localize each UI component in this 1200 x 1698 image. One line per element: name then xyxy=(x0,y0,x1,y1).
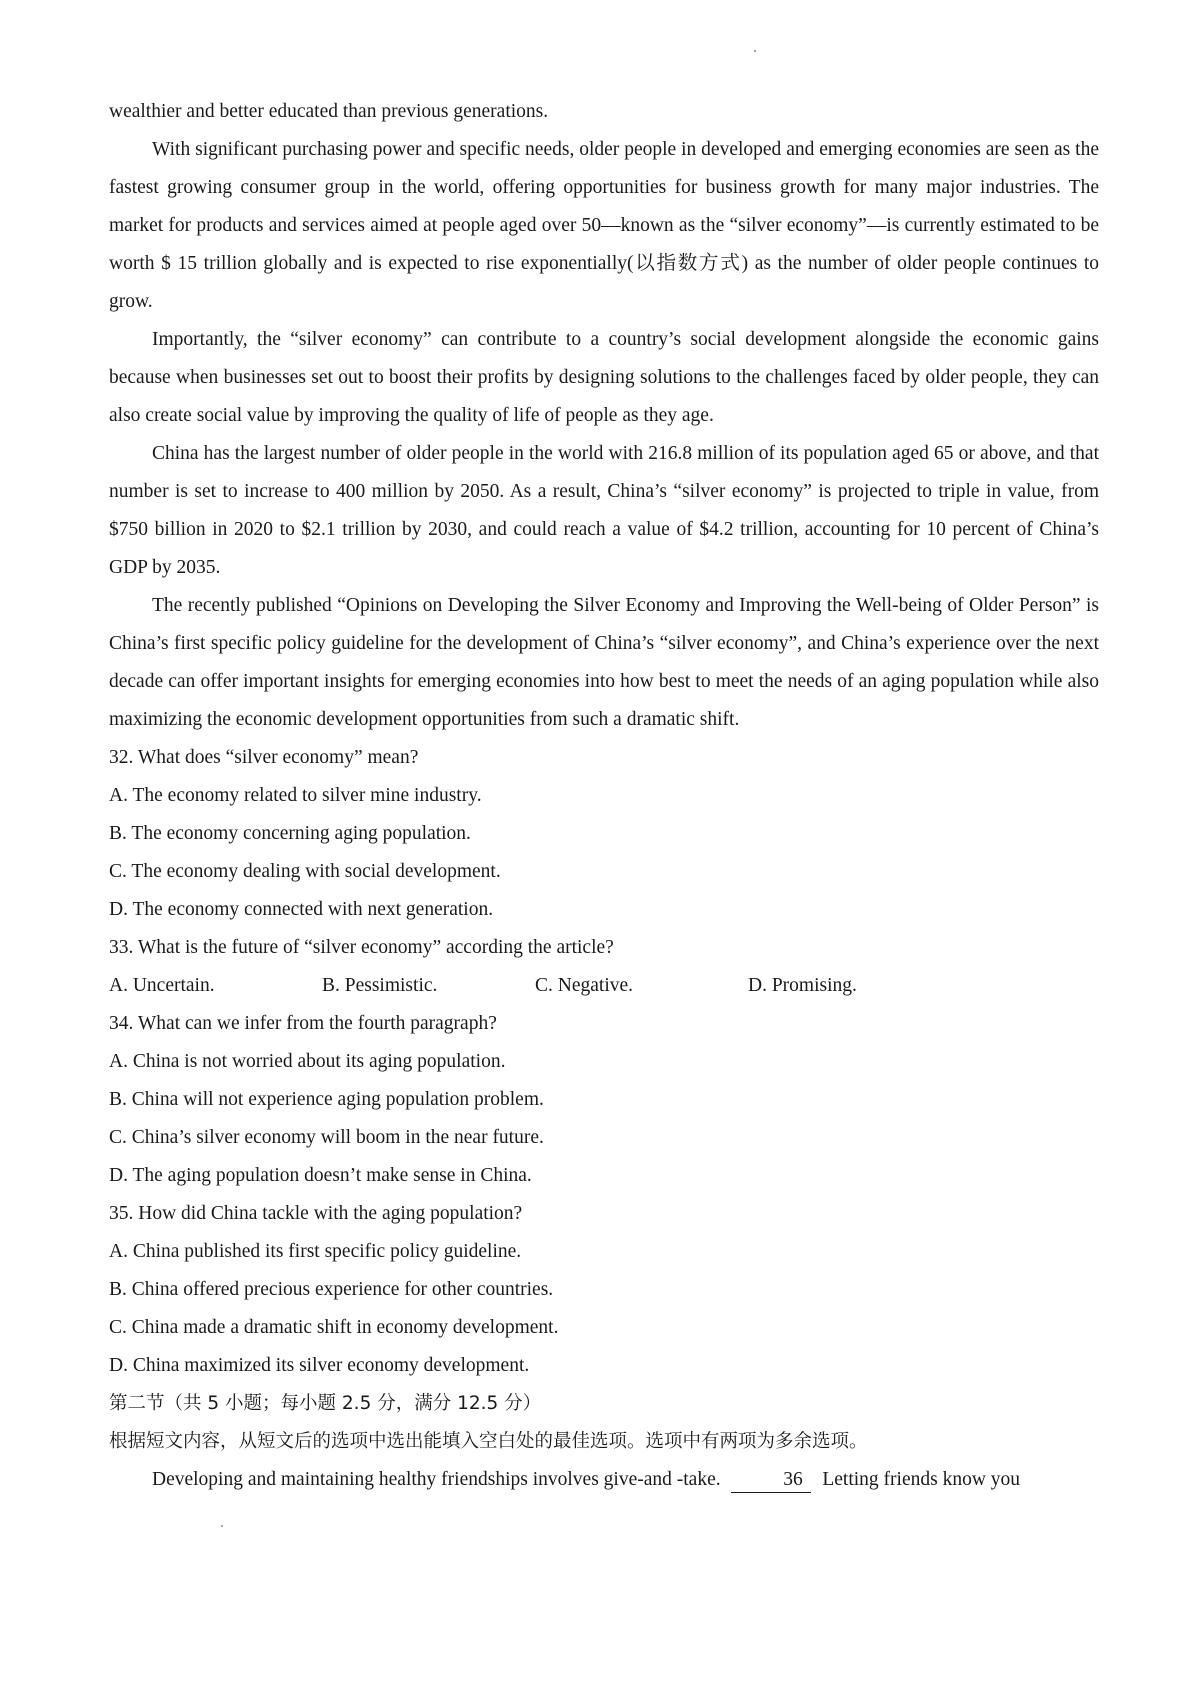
option-b: B. China will not experience aging population problem. xyxy=(109,1089,544,1110)
question-32 xyxy=(109,739,1099,929)
question-33 xyxy=(109,929,1099,1005)
passage-paragraph-4: The recently published “Opinions on Developing the Silver Economy and Improving the Well-being of Older Person” is China’s first specific policy guideline for the development of China’s “silver economy”, and China’s experience over the next decade can offer important insights for emerging economies into how best to meet the needs of an aging population while also maximizing the economic development opportunities from such a dramatic shift. xyxy=(109,595,1099,730)
question-35 xyxy=(109,1195,1099,1385)
question-stem: 32. What does “silver economy” mean? xyxy=(109,747,419,768)
page-content xyxy=(109,93,1099,1499)
blank-36: 36 xyxy=(731,1468,811,1493)
question-stem: 33. What is the future of “silver economy” according the article? xyxy=(109,937,614,958)
cloze-passage-start xyxy=(109,1461,1099,1499)
option-d: D. The economy connected with next generation. xyxy=(109,899,494,920)
option-b: B. China offered precious experience for other countries. xyxy=(109,1279,554,1300)
option-a: A. China published its first specific policy guideline. xyxy=(109,1241,522,1262)
cloze-text: Developing and maintaining healthy friendships involves give-and -take. xyxy=(152,1469,721,1490)
passage-paragraph-3: China has the largest number of older people in the world with 216.8 million of its population aged 65 or above, and that number is set to increase to 400 million by 2050. As a result, China’s “silver economy” is projected to triple in value, from $750 billion in 2020 to $2.1 trillion by 2030, and could reach a value of $4.2 trillion, accounting for 10 percent of China’s GDP by 2035. xyxy=(109,443,1099,578)
option-d: D. Promising. xyxy=(748,975,857,996)
option-d: D. China maximized its silver economy development. xyxy=(109,1355,530,1376)
section-instruction: 根据短文内容，从短文后的选项中选出能填入空白处的最佳选项。选项中有两项为多余选项。 xyxy=(109,1431,868,1452)
cloze-text-continued: Letting friends know you xyxy=(822,1469,1021,1490)
option-a: A. The economy related to silver mine industry. xyxy=(109,785,482,806)
options-row xyxy=(109,967,1099,1005)
scan-speck xyxy=(754,50,756,52)
option-c: C. China’s silver economy will boom in the near future. xyxy=(109,1127,544,1148)
passage-paragraph-2: Importantly, the “silver economy” can contribute to a country’s social development alongside the economic gains because when businesses set out to boost their profits by designing solutions to the challenges faced by older people, they can also create social value by improving the quality of life of people as they age. xyxy=(109,329,1099,426)
passage-paragraph-0-tail: wealthier and better educated than previous generations. xyxy=(109,101,549,122)
option-d: D. The aging population doesn’t make sense in China. xyxy=(109,1165,532,1186)
question-34 xyxy=(109,1005,1099,1195)
question-stem: 35. How did China tackle with the aging population? xyxy=(109,1203,523,1224)
option-c: C. Negative. xyxy=(535,975,634,996)
option-b: B. The economy concerning aging population. xyxy=(109,823,471,844)
option-c: C. The economy dealing with social development. xyxy=(109,861,501,882)
option-c: C. China made a dramatic shift in economy development. xyxy=(109,1317,559,1338)
option-a: A. Uncertain. xyxy=(109,975,215,996)
passage-paragraph-1: With significant purchasing power and specific needs, older people in developed and emerging economies are seen as the fastest growing consumer group in the world, offering opportunities for business growth for many major industries. The market for products and services aimed at people aged over 50—known as the “silver economy”—is currently estimated to be worth $ 15 trillion globally and is expected to rise exponentially(以指数方式) as the number of older people continues to grow. xyxy=(109,139,1099,312)
question-stem: 34. What can we infer from the fourth paragraph? xyxy=(109,1013,497,1034)
option-b: B. Pessimistic. xyxy=(322,975,438,996)
section-heading: 第二节（共 5 小题；每小题 2.5 分，满分 12.5 分） xyxy=(109,1393,542,1414)
scan-speck xyxy=(221,1525,223,1527)
option-a: A. China is not worried about its aging population. xyxy=(109,1051,506,1072)
